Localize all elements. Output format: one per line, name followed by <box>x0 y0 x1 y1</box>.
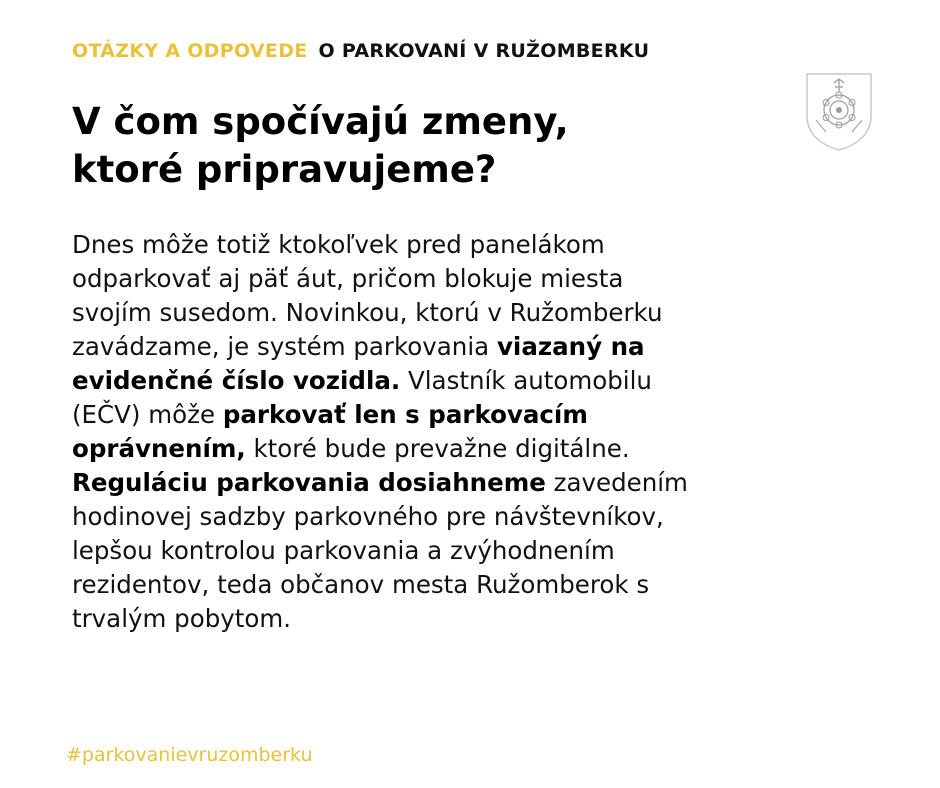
body-line <box>72 398 832 432</box>
body-bold-span: viazaný na <box>496 332 645 361</box>
body-paragraph <box>72 228 832 636</box>
body-text-span: Vlastník automobilu <box>400 366 652 395</box>
body-text-span: (EČV) môže <box>72 400 223 429</box>
coat-of-arms-icon <box>804 70 874 152</box>
body-text-span: zavedením <box>545 468 688 497</box>
body-line <box>72 330 832 364</box>
header-line <box>72 40 649 62</box>
page-title <box>72 98 569 194</box>
body-line <box>72 466 832 500</box>
body-bold-span: parkovať len s parkovacím <box>222 400 588 429</box>
body-line: rezidentov, teda občanov mesta Ružomberok s <box>72 570 650 599</box>
body-line <box>72 364 832 398</box>
body-line: svojím susedom. Novinkou, ktorú v Ružomberku <box>72 298 663 327</box>
body-line <box>72 432 832 466</box>
body-line: lepšou kontrolou parkovania a zvýhodnením <box>72 536 615 565</box>
header-rest: O PARKOVANÍ V RUŽOMBERKU <box>318 40 650 62</box>
title-line-2: ktoré pripravujeme? <box>72 148 497 191</box>
body-bold-span: Reguláciu parkovania dosiahneme <box>72 468 546 497</box>
body-line: Dnes môže totiž ktokoľvek pred panelákom <box>72 230 605 259</box>
body-bold-span: oprávnením, <box>72 434 246 463</box>
body-line: hodinovej sadzby parkovného pre návštevníkov, <box>72 502 664 531</box>
body-text-span: zavádzame, je systém parkovania <box>72 332 497 361</box>
body-text-span: ktoré bude prevažne digitálne. <box>245 434 630 463</box>
body-bold-span: evidenčné číslo vozidla. <box>72 366 401 395</box>
body-line: odparkovať aj päť áut, pričom blokuje miesta <box>72 264 624 293</box>
title-line-1: V čom spočívajú zmeny, <box>72 100 569 143</box>
body-line: trvalým pobytom. <box>72 604 291 633</box>
header-accent: OTÁZKY A ODPOVEDE <box>72 40 308 62</box>
hashtag: #parkovanievruzomberku <box>66 744 313 766</box>
